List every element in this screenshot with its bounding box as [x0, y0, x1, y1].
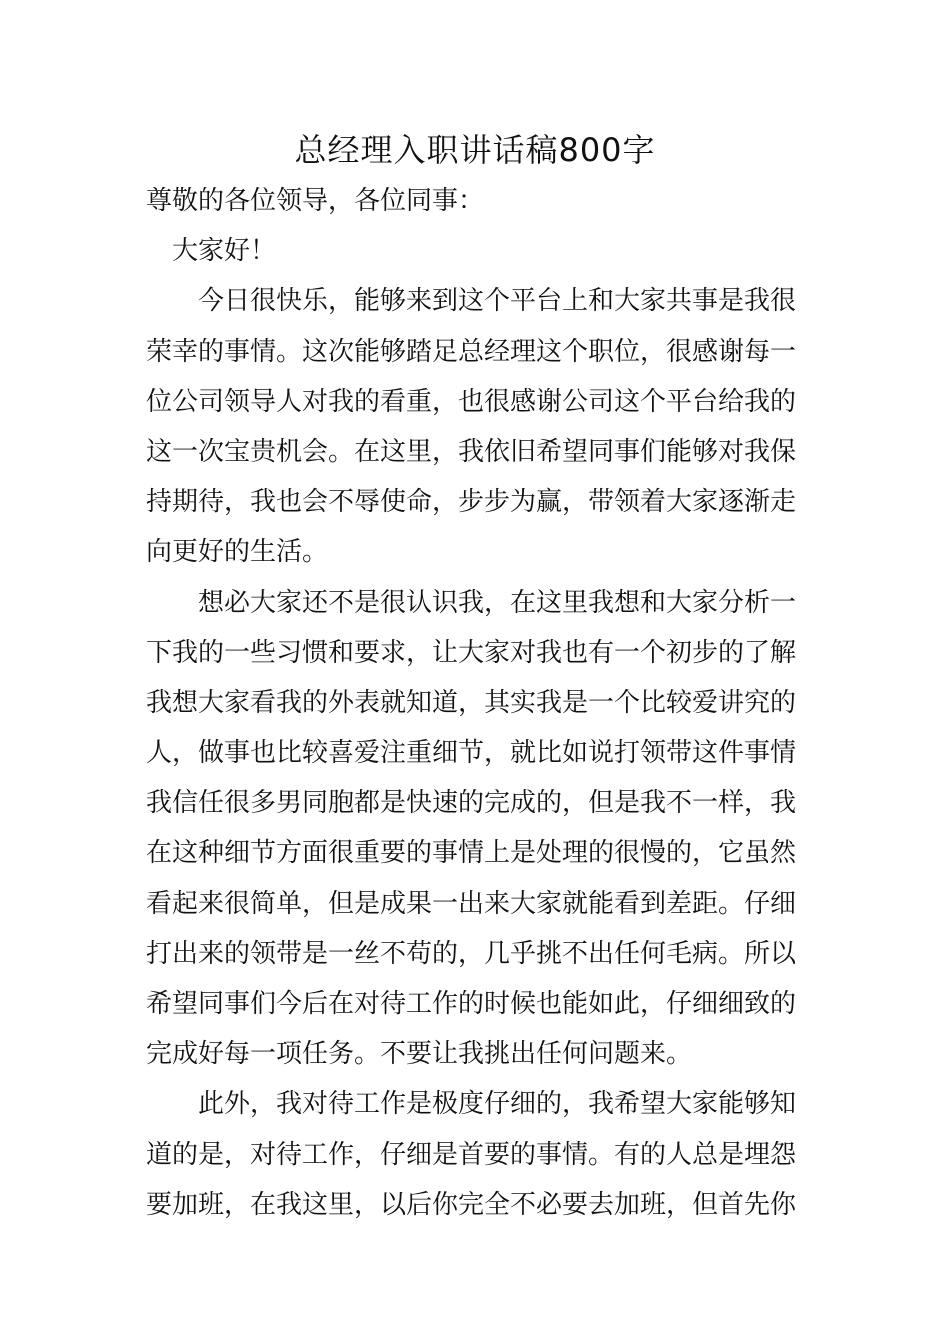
- body-line: 人，做事也比较喜爱注重细节，就比如说打领带这件事情: [146, 738, 797, 769]
- body-line: 我信任很多男同胞都是快速的完成的，但是我不一样，我: [146, 788, 797, 819]
- body-line: 希望同事们今后在对待工作的时候也能如此，仔细细致的: [146, 989, 797, 1019]
- body-line: 向更好的生活。: [146, 537, 329, 568]
- body-line: 完成好每一项任务。不要让我挑出任何问题来。: [146, 1039, 693, 1070]
- body-line: 要加班，在我这里，以后你完全不必要去加班，但首先你: [146, 1189, 797, 1220]
- document-body: [146, 176, 806, 1230]
- body-line: 位公司领导人对我的看重，也很感谢公司这个平台给我的: [146, 386, 797, 417]
- document-title: 总经理入职讲话稿800字: [294, 131, 656, 169]
- body-line: 在这种细节方面很重要的事情上是处理的很慢的，它虽然: [146, 838, 797, 869]
- body-line: 我想大家看我的外表就知道，其实我是一个比较爱讲究的: [146, 687, 797, 718]
- body-line: 看起来很简单，但是成果一出来大家就能看到差距。仔细: [146, 888, 797, 919]
- greeting-line: 大家好！: [146, 236, 277, 267]
- body-line: 想必大家还不是很认识我，在这里我想和大家分析一: [146, 587, 797, 618]
- salutation-line: 尊敬的各位领导，各位同事：: [146, 186, 485, 216]
- body-line: 道的是，对待工作，仔细是首要的事情。有的人总是埋怨: [146, 1139, 797, 1170]
- body-line: 持期待，我也会不辱使命，步步为赢，带领着大家逐渐走: [146, 487, 797, 518]
- body-line: 下我的一些习惯和要求，让大家对我也有一个初步的了解: [146, 637, 797, 668]
- body-line: 荣幸的事情。这次能够踏足总经理这个职位，很感谢每一: [146, 336, 797, 367]
- body-line: 此外，我对待工作是极度仔细的，我希望大家能够知: [146, 1089, 797, 1120]
- body-line: 打出来的领带是一丝不苟的，几乎挑不出任何毛病。所以: [146, 938, 797, 969]
- body-line: 今日很快乐，能够来到这个平台上和大家共事是我很: [146, 286, 797, 317]
- body-line: 这一次宝贵机会。在这里，我依旧希望同事们能够对我保: [146, 436, 797, 467]
